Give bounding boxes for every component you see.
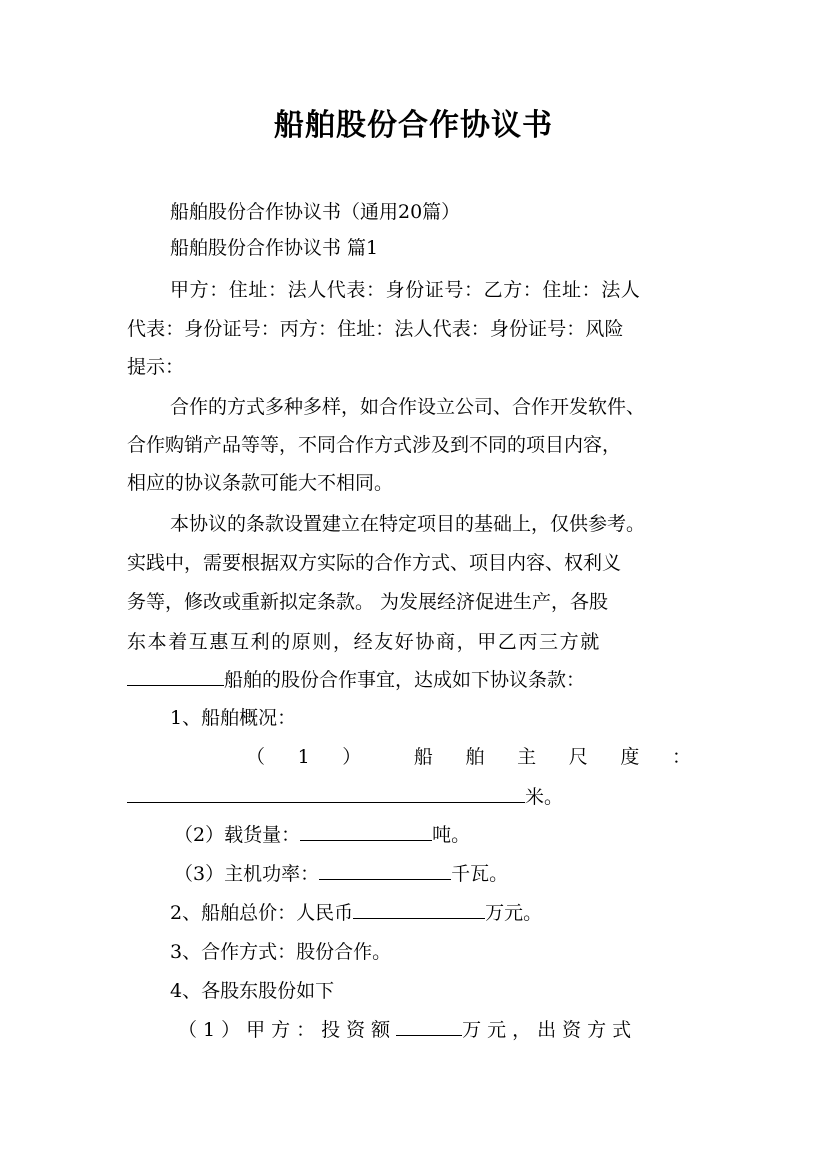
paragraph-line: 代表：身份证号：丙方：住址：法人代表：身份证号：风险 xyxy=(127,318,624,340)
line-char: 1 xyxy=(297,746,310,768)
line-text: 米。 xyxy=(525,786,564,808)
fill-in-blank xyxy=(353,900,485,919)
justified-line xyxy=(246,745,691,769)
paragraph-line: 船舶股份合作协议书 篇1 xyxy=(170,237,379,259)
line-char: 尺 xyxy=(568,746,588,768)
paragraph-line: 4、各股东股份如下 xyxy=(170,980,335,1002)
paragraph-line: 合作的方式多种多样，如合作设立公司、合作开发软件、 xyxy=(170,396,646,418)
paragraph-line: 实践中，需要根据双方实际的合作方式、项目内容、权利义 xyxy=(127,552,622,574)
section-heading: 1、船舶概况： xyxy=(170,707,297,729)
fill-in-blank xyxy=(319,861,451,880)
paragraph-line: 3、合作方式：股份合作。 xyxy=(170,941,392,963)
line-text: （3）主机功率： xyxy=(174,863,320,885)
line-char: 度 xyxy=(620,746,640,768)
line-char: ） xyxy=(342,746,362,768)
paragraph-line xyxy=(127,667,585,692)
line-text: 吨。 xyxy=(432,824,471,846)
line-char: （ xyxy=(246,746,266,768)
line-char: ： xyxy=(671,746,691,768)
document-title: 船舶股份合作协议书 xyxy=(274,108,553,143)
paragraph-line: 东本着互惠互利的原则，经友好协商，甲乙丙三方就 xyxy=(127,631,601,653)
paragraph-line xyxy=(170,900,542,925)
line-text: 千瓦。 xyxy=(451,863,509,885)
paragraph-line xyxy=(174,822,470,847)
paragraph-line: 船舶股份合作协议书（通用20篇） xyxy=(170,201,461,223)
line-char: 舶 xyxy=(465,746,485,768)
paragraph-line: 提示： xyxy=(127,356,185,378)
fill-in-blank xyxy=(396,1017,462,1036)
line-text: 万元，出资方式 xyxy=(462,1019,638,1041)
paragraph-line: 合作购销产品等等，不同合作方式涉及到不同的项目内容， xyxy=(127,434,622,456)
line-text: 船舶的股份合作事宜，达成如下协议条款： xyxy=(224,669,586,691)
paragraph-line xyxy=(127,784,563,809)
fill-in-blank xyxy=(127,667,224,686)
line-char: 主 xyxy=(517,746,537,768)
paragraph-line: 甲方：住址：法人代表：身份证号：乙方：住址：法人 xyxy=(170,279,641,301)
line-char: 船 xyxy=(413,746,433,768)
paragraph-line xyxy=(178,1017,637,1042)
line-text: 2、船舶总价：人民币 xyxy=(170,902,354,924)
paragraph-line: 务等，修改或重新拟定条款。 为发展经济促进生产，各股 xyxy=(127,591,609,613)
line-text: （2）载货量： xyxy=(174,824,301,846)
paragraph-line: 相应的协议条款可能大不相同。 xyxy=(127,472,394,494)
paragraph-line: 本协议的条款设置建立在特定项目的基础上，仅供参考。 xyxy=(170,513,646,535)
fill-in-blank xyxy=(127,784,525,803)
line-text: 万元。 xyxy=(485,902,543,924)
line-text: （1）甲方：投资额 xyxy=(178,1019,397,1041)
fill-in-blank xyxy=(300,822,432,841)
paragraph-line xyxy=(174,861,508,886)
